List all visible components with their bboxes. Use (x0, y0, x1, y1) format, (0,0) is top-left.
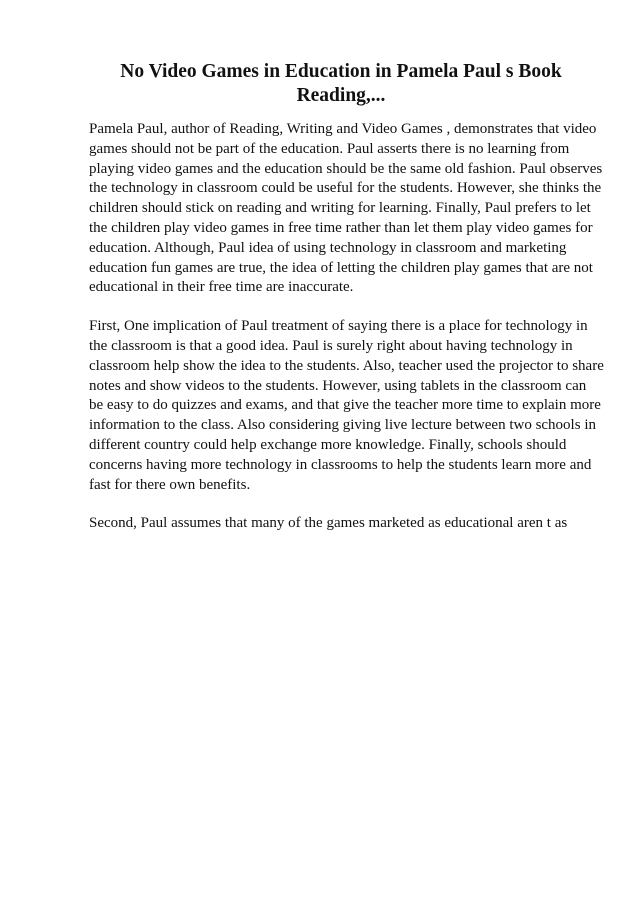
text-line: be easy to do quizzes and exams, and that give the teacher more time to explain more (89, 397, 601, 414)
text-line: Pamela Paul, author of Reading, Writing and Video Games , demonstrates that video (89, 121, 597, 137)
paragraph-first-point (89, 317, 604, 495)
text-line: Second, Paul assumes that many of the games marketed as educational aren t as (89, 515, 568, 532)
text-line: information to the class. Also considering giving live lecture between two schools in (89, 417, 596, 434)
text-line: education. Although, Paul idea of using technology in classroom and marketing (89, 239, 567, 256)
text-line: games should not be part of the education. Paul asserts there is no learning from (89, 140, 570, 157)
text-line: the classroom is that a good idea. Paul is surely right about having technology in (89, 337, 573, 354)
title-line: Reading,... (296, 85, 386, 106)
document-body (89, 120, 604, 553)
paragraph-intro (89, 120, 603, 298)
text-line: fast for there own benefits. (89, 476, 251, 493)
text-line: educational in their free time are inaccurate. (89, 279, 354, 296)
title-line: No Video Games in Education in Pamela Paul s Book (120, 61, 562, 82)
text-line: classroom help show the idea to the students. Also, teacher used the projector to share (89, 357, 604, 374)
paragraph-second-point (89, 514, 594, 534)
text-line: the children play video games in free time rather than let them play video games for (89, 219, 593, 236)
document-title (96, 60, 586, 108)
text-line: education fun games are true, the idea of letting the children play games that are not (89, 259, 593, 276)
text-line: First, One implication of Paul treatment of saying there is a place for technology in (89, 318, 588, 335)
text-line: playing video games and the education should be the same old fashion. Paul observes (89, 160, 603, 177)
text-line: the technology in classroom could be useful for the students. However, she thinks the (89, 180, 602, 197)
text-line: concerns having more technology in classrooms to help the students learn more and (89, 456, 592, 473)
text-line: children should stick on reading and writing for learning. Finally, Paul prefers to let (89, 200, 591, 217)
text-line: different country could help exchange more knowledge. Finally, schools should (89, 436, 567, 453)
text-line: notes and show videos to the students. However, using tablets in the classroom can (89, 377, 587, 394)
